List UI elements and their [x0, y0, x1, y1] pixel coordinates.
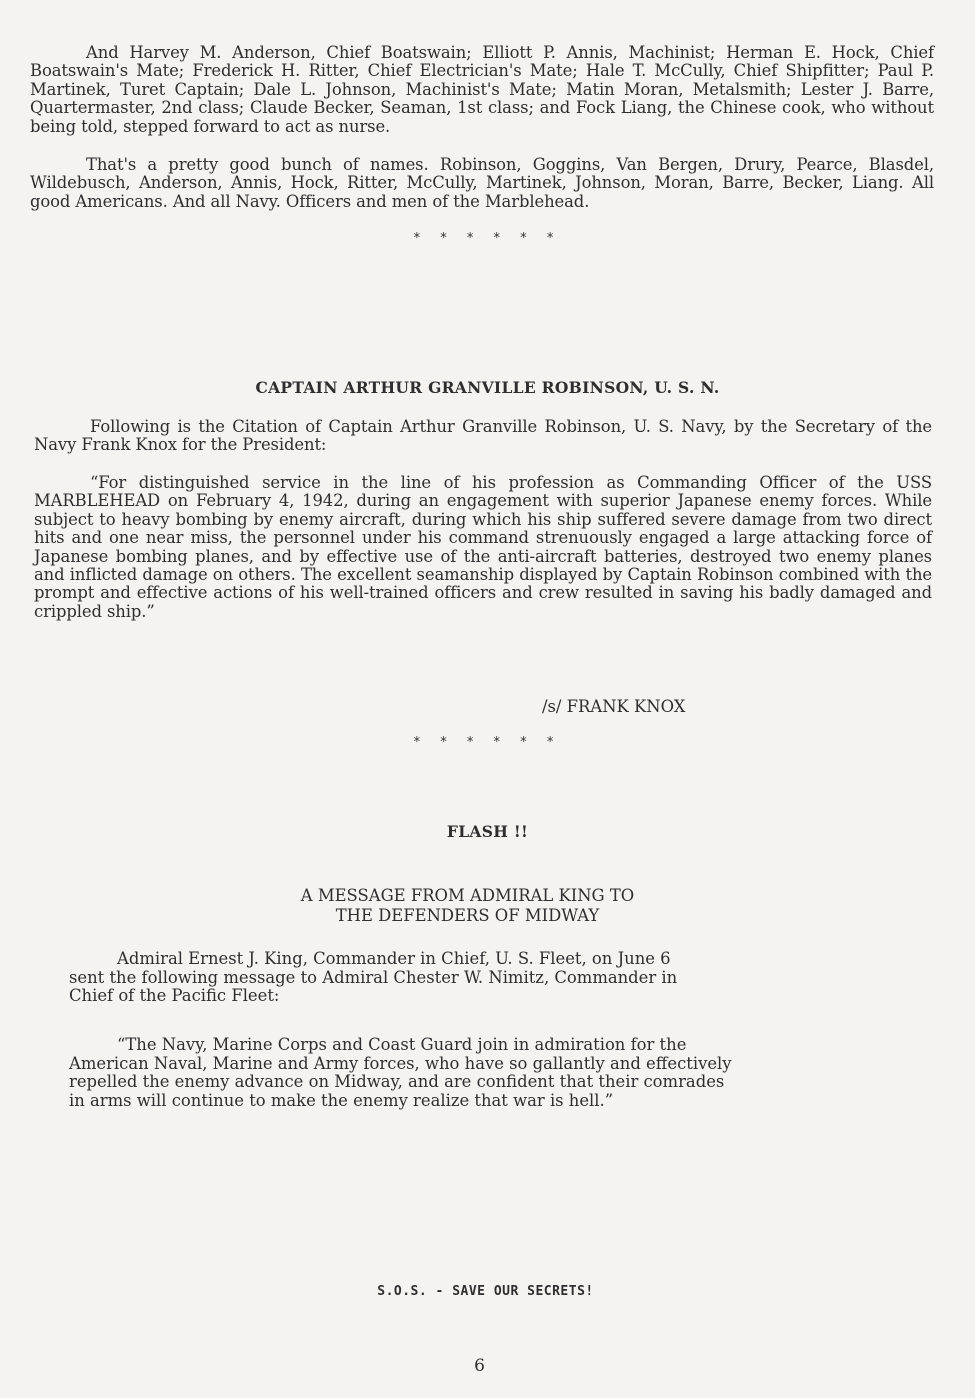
citation-text: “For distinguished service in the line of his profession as Commanding Officer of the USS MARBLEHEAD on February 4, 1942, during an engagement with superior Japanese enemy forces. While subject to heavy bombing by enemy aircraft, during which his ship suffered severe damage from two direct hits and one near miss, the personnel under his command strenuously engaged a large attacking force of Japanese bombing planes, and by effective use of the anti-aircraft batteries, destroyed two enemy planes and inflicted damage on others. The excellent seamanship displayed by Captain Robinson combined with the prompt and effective actions of his well-trained officers and crew resulted in saving his badly damaged and crippled ship.” [34, 473, 932, 621]
flash-subtitle: A MESSAGE FROM ADMIRAL KING TO THE DEFENDERS OF MIDWAY [300, 886, 635, 925]
flash-quote: “The Navy, Marine Corps and Coast Guard join in admiration for the American Naval, Marine and Army forces, who have so gallantly and effectively repelled the enemy advance on Midway, and are confident that their comrades in arms will continue to make the enemy realize that war is hell.” [69, 1035, 732, 1110]
flash-title: FLASH !! [446, 822, 529, 841]
flash-intro: Admiral Ernest J. King, Commander in Chief, U. S. Fleet, on June 6 sent the following message to Admiral Chester W. Nimitz, Commander in Chief of the Pacific Fleet: [69, 949, 678, 1006]
footer-slogan: S.O.S. - SAVE OUR SECRETS! [377, 1284, 594, 1299]
page-number: 6 [474, 1356, 485, 1376]
citation-title: CAPTAIN ARTHUR GRANVILLE ROBINSON, U. S. N. [255, 378, 720, 397]
section-separator: * * * * * * [413, 735, 562, 750]
crew-paragraph: And Harvey M. Anderson, Chief Boatswain; Elliott P. Annis, Machinist; Herman E. Hock, Chief Boatswain's Mate; Frederick H. Ritter, Chief Electrician's Mate; Hale T. McCully, Chief Shipfitter; Paul P. Martinek, Turet Captain; Dale L. Johnson, Machinist's Mate; Matin Moran, Metalsmith; Lester J. Barre, Quartermaster, 2nd class; Claude Becker, Seaman, 1st class; and Fock Liang, the Chinese cook, who without being told, stepped forward to act as nurse. [30, 43, 934, 136]
section-separator: * * * * * * [413, 231, 562, 246]
citation-signature: /s/ FRANK KNOX [542, 697, 686, 716]
names-paragraph: That's a pretty good bunch of names. Robinson, Goggins, Van Bergen, Drury, Pearce, Blasdel, Wildebusch, Anderson, Annis, Hock, Ritter, McCully, Martinek, Johnson, Moran, Barre, Becker, Liang. All good Americans. And all Navy. Officers and men of the Marblehead. [30, 155, 934, 211]
citation-intro: Following is the Citation of Captain Arthur Granville Robinson, U. S. Navy, by the Secretary of the Navy Frank Knox for the President: [34, 417, 932, 455]
